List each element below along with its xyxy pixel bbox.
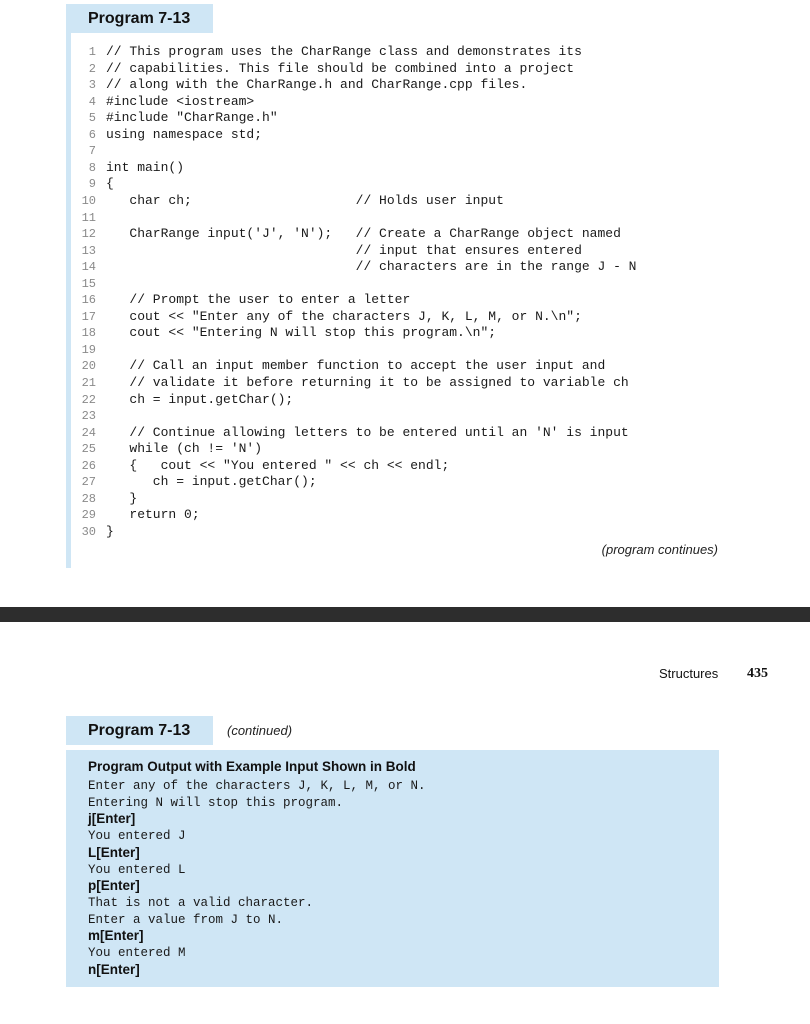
code-text: #include "CharRange.h" [106, 110, 278, 126]
line-number: 17 [81, 309, 96, 324]
line-number: 3 [88, 78, 96, 93]
code-text: // capabilities. This file should be combined into a project [106, 60, 575, 76]
code-line [78, 408, 96, 424]
line-number: 24 [81, 425, 96, 440]
line-number: 19 [81, 342, 96, 357]
code-text: // input that ensures entered [106, 242, 582, 258]
line-number: 16 [81, 293, 96, 308]
code-line [78, 60, 575, 77]
code-text: } [106, 490, 138, 506]
code-line [78, 276, 96, 292]
program-continues-note: (program continues) [601, 542, 718, 557]
code-line [78, 325, 497, 341]
line-number: 25 [81, 442, 96, 457]
output-line: Entering N will stop this program. [88, 795, 344, 810]
code-line [78, 523, 114, 540]
example-input-line: n[Enter] [88, 961, 140, 977]
line-number: 11 [81, 210, 96, 225]
code-line [78, 259, 637, 275]
code-text: { cout << "You entered " << ch << endl; [106, 457, 450, 473]
page-number: 435 [747, 666, 768, 681]
line-number: 1 [88, 45, 96, 59]
listing-accent-bar [66, 33, 71, 568]
code-text: // This program uses the CharRange class and demonstrates its [106, 44, 582, 59]
line-number: 6 [88, 127, 96, 142]
code-line [78, 375, 629, 391]
code-text: // characters are in the range J - N [106, 259, 637, 275]
example-input-line: m[Enter] [88, 928, 144, 944]
code-line [78, 44, 582, 60]
line-number: 18 [81, 326, 96, 341]
code-text: ch = input.getChar(); [106, 391, 294, 407]
code-line [78, 110, 278, 126]
code-line [78, 391, 294, 408]
example-input-line: j[Enter] [88, 811, 136, 827]
line-number: 10 [81, 193, 96, 208]
line-number: 2 [88, 61, 96, 76]
line-number: 21 [81, 376, 96, 390]
code-text: // Call an input member function to accept the user input and [106, 358, 606, 374]
output-line: Enter a value from J to N. [88, 912, 284, 927]
code-line [78, 192, 504, 209]
code-line [78, 457, 450, 474]
code-line [78, 342, 96, 358]
line-number: 8 [88, 160, 96, 175]
code-text: CharRange input('J', 'N'); // Create a CharRange object named [106, 226, 621, 242]
line-number: 22 [81, 392, 96, 407]
code-line [78, 176, 114, 192]
code-line [78, 242, 582, 259]
example-input-line: L[Enter] [88, 844, 140, 860]
code-text: #include <iostream> [106, 93, 255, 109]
code-line [78, 126, 263, 143]
line-number: 26 [81, 458, 96, 473]
code-line [78, 490, 138, 507]
line-number: 27 [81, 475, 96, 490]
code-line [78, 507, 200, 523]
line-number: 5 [88, 111, 96, 126]
output-line: You entered L [88, 862, 186, 877]
line-number: 9 [88, 177, 96, 192]
line-number: 12 [81, 227, 96, 242]
line-number: 20 [81, 359, 96, 374]
continued-note: (continued) [227, 723, 293, 738]
code-line [78, 226, 621, 242]
running-header-section: Structures [659, 666, 719, 681]
output-line: Enter any of the characters J, K, L, M, or N. [88, 779, 426, 793]
line-number: 4 [88, 94, 96, 109]
line-number: 7 [88, 144, 96, 159]
line-number: 30 [81, 524, 96, 539]
code-line [78, 77, 528, 93]
output-line: You entered J [88, 829, 186, 844]
line-number: 28 [81, 491, 96, 506]
output-heading: Program Output with Example Input Shown in Bold [88, 759, 416, 774]
program-title: Program 7-13 [66, 4, 213, 33]
code-text: // Prompt the user to enter a letter [106, 292, 411, 308]
line-number: 29 [81, 508, 96, 523]
code-text: // validate it before returning it to be assigned to variable ch [106, 375, 629, 390]
line-number: 23 [81, 409, 96, 424]
code-text: int main() [106, 159, 185, 175]
code-text: return 0; [106, 507, 200, 523]
code-line [78, 93, 255, 110]
code-line [78, 143, 96, 159]
code-text: } [106, 523, 114, 539]
line-number: 15 [81, 276, 96, 291]
code-text: char ch; // Holds user input [106, 192, 504, 208]
code-text: // Continue allowing letters to be entered until an 'N' is input [106, 424, 629, 440]
code-line [78, 424, 629, 441]
code-line [78, 210, 96, 226]
line-number: 14 [81, 260, 96, 275]
code-line [78, 292, 411, 308]
output-line: You entered M [88, 946, 186, 960]
code-text: cout << "Enter any of the characters J, K, L, M, or N.\n"; [106, 308, 582, 324]
code-text: cout << "Entering N will stop this program.\n"; [106, 325, 497, 341]
code-text: { [106, 176, 114, 192]
code-text: while (ch != 'N') [106, 441, 263, 457]
code-text: // along with the CharRange.h and CharRange.cpp files. [106, 77, 528, 93]
code-line [78, 358, 606, 374]
output-line: That is not a valid character. [88, 895, 314, 910]
code-line [78, 159, 185, 176]
code-text: ch = input.getChar(); [106, 474, 317, 490]
line-number: 13 [81, 243, 96, 258]
program-output-box [66, 750, 719, 987]
program-title-continued: Program 7-13 [66, 716, 213, 745]
page-divider [0, 607, 810, 622]
code-line [78, 308, 582, 325]
code-text: using namespace std; [106, 126, 263, 142]
code-line [78, 474, 317, 490]
example-input-line: p[Enter] [88, 878, 140, 894]
code-line [78, 441, 263, 457]
